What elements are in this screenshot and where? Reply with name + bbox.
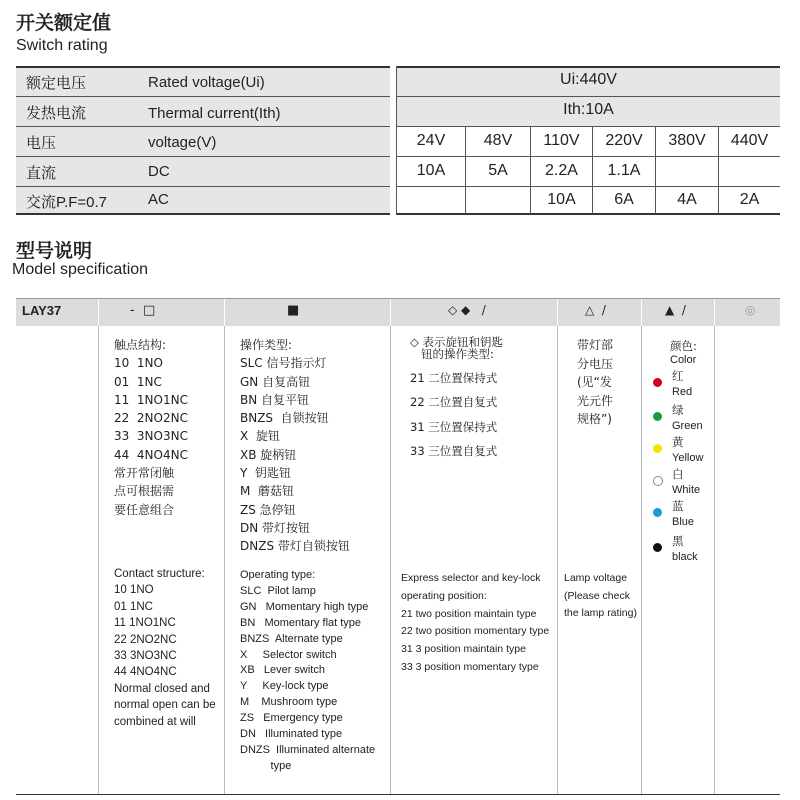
color-yellow bbox=[653, 438, 662, 457]
dc-cell: 1.1A bbox=[607, 162, 641, 179]
color-cn: 红 bbox=[672, 369, 684, 383]
color-cn: 蓝 bbox=[672, 499, 684, 513]
lamp-voltage-cn: 带灯部 分电压 (见“发 光元件 规格”) bbox=[577, 338, 614, 426]
dc-cell: 10A bbox=[416, 162, 446, 179]
dc-cell: 2.2A bbox=[545, 162, 578, 179]
header-selector-symbol: ◇ ◆ / bbox=[448, 303, 486, 317]
color-cn: 白 bbox=[672, 467, 684, 481]
header-lamp-symbol: △ / bbox=[585, 303, 606, 317]
rated-voltage-value: Ui:440V bbox=[560, 71, 617, 88]
color-swatch-icon bbox=[653, 508, 662, 517]
switch-rating-title-en: Switch rating bbox=[16, 37, 108, 54]
thermal-current-value: Ith:10A bbox=[563, 101, 614, 118]
color-swatch-icon bbox=[653, 476, 663, 486]
operation-type-en: Operating type: SLC Pilot lamp GN Momentary high type BN Momentary flat type BNZS Alternate type X Selector switch XB Lever switch Y Key-lock type M Mushroom type ZS Emergency type DN Illuminated type DNZS Illuminated alternate type bbox=[240, 569, 376, 772]
dc-cell: 5A bbox=[488, 162, 508, 179]
contact-structure-cn: 触点结构: 10 1NO 01 1NC 11 1NO1NC 22 2NO2NC 33 3NO3NC 44 4NO4NC 常开常闭触 点可根据需 要任意组合 bbox=[114, 338, 188, 517]
lamp-voltage-en: Lamp voltage (Please check the lamp rating) bbox=[564, 572, 637, 619]
color-title-cn: 颜色: bbox=[670, 339, 697, 353]
color-cn: 黑 bbox=[672, 534, 684, 548]
color-en: Yellow bbox=[672, 452, 704, 464]
color-swatch-icon bbox=[653, 444, 662, 453]
color-white bbox=[653, 470, 663, 489]
operation-type-cn: 操作类型: SLC 信号指示灯 GN 自复高钮 BN 自复平钮 BNZS 自锁按钮 X 旋钮 XB 旋柄钮 Y 钥匙钮 M 蘑菇钮 ZS 急停钮 DN 带灯按钮 DNZS 带灯自锁按钮 bbox=[240, 338, 350, 554]
color-swatch-icon bbox=[653, 543, 662, 552]
color-cn: 黄 bbox=[672, 435, 684, 449]
voltage-label-cn: 电压 bbox=[26, 135, 57, 152]
ac-cell: 6A bbox=[614, 191, 634, 208]
ac-cell: 2A bbox=[739, 191, 760, 208]
voltage-cell: 48V bbox=[483, 132, 513, 149]
model-spec-title-en: Model specification bbox=[12, 261, 149, 278]
dc-label-cn: 直流 bbox=[26, 165, 57, 182]
switch-rating-title-cn: 开关额定值 bbox=[16, 12, 112, 34]
model-spec-title-cn: 型号说明 bbox=[16, 240, 93, 262]
color-en: White bbox=[672, 484, 701, 496]
ac-label-en: AC bbox=[148, 191, 169, 208]
color-en: Green bbox=[672, 420, 703, 432]
color-cn: 绿 bbox=[672, 403, 684, 417]
color-blue bbox=[653, 502, 662, 521]
color-black bbox=[653, 537, 662, 556]
header-operation-symbol: ■ bbox=[287, 303, 300, 318]
model-code: LAY37 bbox=[22, 303, 62, 318]
rated-voltage-label-cn: 额定电压 bbox=[26, 75, 87, 92]
color-red bbox=[653, 372, 662, 391]
color-en: Red bbox=[672, 386, 693, 398]
color-en: black bbox=[672, 551, 698, 563]
header-color-symbol: ▲ / bbox=[665, 303, 686, 317]
selector-type-en: Express selector and key-lock operating position: 21 two position maintain type 22 two position momentary type 31 3 position maintain type 33 3 position momentary type bbox=[401, 572, 550, 673]
voltage-cell: 380V bbox=[668, 132, 706, 149]
selector-type-cn: ◇ 表示旋钮和钥匙 钮的操作类型: 21 二位置保持式 22 二位置自复式 31 三位置保持式 33 三位置自复式 bbox=[410, 335, 503, 458]
color-title-en: Color bbox=[670, 354, 697, 366]
voltage-label-en: voltage(V) bbox=[148, 134, 217, 151]
thermal-current-label-en: Thermal current(Ith) bbox=[148, 105, 281, 122]
header-extra-symbol: ◎ bbox=[745, 303, 756, 317]
voltage-cell: 24V bbox=[416, 132, 446, 149]
ac-cell: 4A bbox=[677, 191, 697, 208]
contact-structure-en: Contact structure: 10 1NO 01 1NC 11 1NO1NC 22 2NO2NC 33 3NO3NC 44 4NO4NC Normal closed and normal open can be combined at will bbox=[114, 568, 216, 728]
dc-label-en: DC bbox=[148, 163, 170, 180]
voltage-cell: 440V bbox=[730, 132, 769, 149]
thermal-current-label-cn: 发热电流 bbox=[26, 105, 87, 122]
color-swatch-icon bbox=[653, 412, 662, 421]
voltage-cell: 220V bbox=[605, 132, 643, 149]
ac-cell: 10A bbox=[547, 191, 576, 208]
rated-voltage-label-en: Rated voltage(Ui) bbox=[148, 74, 265, 91]
color-swatch-icon bbox=[653, 378, 662, 387]
color-en: Blue bbox=[672, 516, 695, 528]
color-green bbox=[653, 406, 662, 425]
ac-label-cn: 交流P.F=0.7 bbox=[26, 194, 108, 211]
header-contact-symbol: - □ bbox=[130, 303, 156, 318]
voltage-cell: 110V bbox=[543, 132, 580, 149]
